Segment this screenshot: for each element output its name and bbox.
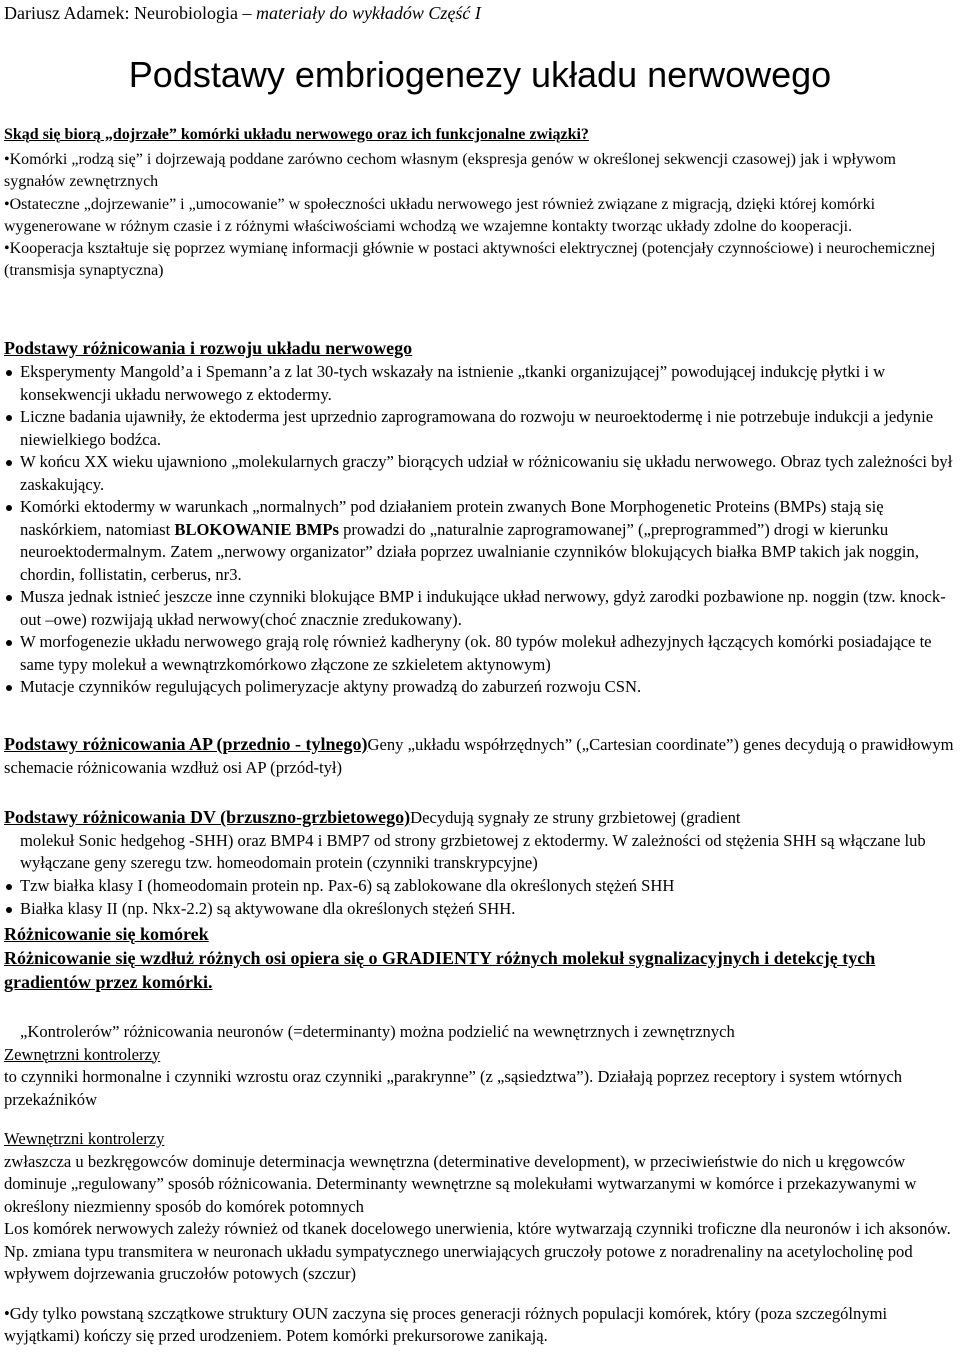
section4-text-rest: molekuł Sonic hedgehog -SHH) oraz BMP4 i BMP7 od strony grzbietowej z ektodermy. W zależności od stężenia SHH są włączane lub wyłączane geny szeregu tzw. homeodomain protein (czynniki transkrypcyjne) bbox=[20, 830, 926, 872]
section1-paragraph: •Komórki „rodzą się” i dojrzewają poddane zarówno cechom własnym (ekspresja genów w określonej sekwencji czasowej) jak i wpływom sygnałów zewnętrznych bbox=[4, 151, 896, 191]
list-item-text: Musza jednak istnieć jeszcze inne czynniki blokujące BMP i indukujące układ nerwowy, gdyż zarodki pozbawione np. noggin (tzw. knock- out –owe) rozwijają układ nerwowy(choć znacznie zredukowany). bbox=[20, 587, 946, 629]
header-italic: materiały do wykładów Część I bbox=[255, 3, 481, 23]
list-item-text: W morfogenezie układu nerwowego grają rolę również kadheryny (ok. 80 typów molekuł adhezyjnych łączących komórki posiadające te same typy molekuł a wewnątrzkomórkowo złączone ze szkieletem aktynowym) bbox=[20, 632, 932, 674]
list-item bbox=[4, 898, 956, 921]
section5 bbox=[4, 922, 956, 994]
list-item bbox=[4, 631, 956, 676]
section2-heading: Podstawy różnicowania i rozwoju układu nerwowego bbox=[4, 338, 413, 358]
section3 bbox=[4, 733, 956, 779]
section5-heading: Różnicowanie się komórek bbox=[4, 924, 209, 944]
bullet-icon bbox=[6, 370, 12, 376]
list-item-text: Białka klasy II (np. Nkx-2.2) są aktywowane dla określonych stężeń SHH. bbox=[20, 898, 516, 918]
header-author: Dariusz Adamek: Neurobiologia – bbox=[4, 3, 256, 23]
list-item bbox=[4, 496, 956, 586]
list-item bbox=[4, 451, 956, 496]
bullet-icon bbox=[6, 685, 12, 691]
list-item bbox=[4, 875, 956, 898]
final-paragraph: •Gdy tylko powstaną szczątkowe struktury OUN zaczyna się proces generacji różnych populacji komórek, który (poza szczególnymi wyjątkami) kończy się przed urodzeniem. Potem komórki prekursorowe zanikają. bbox=[4, 1303, 888, 1345]
page-title: Podstawy embriogenezy układu nerwowego bbox=[128, 54, 832, 95]
section1-paragraph: •Ostateczne „dojrzewanie” i „umocowanie” w społeczności układu nerwowego jest również związane z migracją, dzięki której komórki wygenerowane w różnym czasie i z różnymi właściwościami wchodzą we wzajemne kontakty tworząc układy zdolne do kooperacji. bbox=[4, 195, 876, 235]
section5-subheading: Różnicowanie się wzdłuż różnych osi opiera się o GRADIENTY różnych molekuł sygnalizacyjnych i detekcję tych gradientów przez komórki. bbox=[4, 948, 876, 992]
external-controllers-heading: Zewnętrzni kontrolerzy bbox=[4, 1044, 161, 1064]
internal-controllers-heading: Wewnętrzni kontrolerzy bbox=[4, 1129, 165, 1148]
neuron-fate-text: Los komórek nerwowych zależy również od tkanek docelowego unerwienia, które wytwarzają czynniki troficzne dla neuronów i ich aksonów. Np. zmiana typu transmitera w neuronach układu sympatycznego unerwiających gruczoły potowe z noradrenaliny na acetylocholinę pod wpływem dojrzewania gruczołów potowych (szczur) bbox=[4, 1219, 951, 1283]
bullet-icon bbox=[6, 884, 12, 890]
bullet-icon bbox=[6, 505, 12, 511]
bullet-icon bbox=[6, 907, 12, 913]
bullet-icon bbox=[6, 640, 12, 646]
bullet-icon bbox=[6, 460, 12, 466]
bullet-icon bbox=[6, 595, 12, 601]
internal-controllers-text: zwłaszcza u bezkręgowców dominuje determinacja wewnętrzna (determinative development), w przeciwieństwie do nich u kręgowców dominuje „regulowany” sposób różnicowania. Determinanty wewnętrzne są molekułami wytwarzanymi w komórce i przekazywanymi w określony niezmienny sposób do komórek potomnych bbox=[4, 1151, 917, 1216]
external-controllers-text: to czynniki hormonalne i czynniki wzrostu oraz czynniki „parakrynne” (z „sąsiedztwa”). Działają poprzez receptory i system wtórnych przekaźników bbox=[4, 1067, 902, 1109]
section2-list bbox=[4, 361, 956, 699]
section3-text: Geny „układu współrzędnych” („Cartesian coordinate”) genes decydują o prawidłowym schemacie różnicowania wzdłuż osi AP (przód-tył) bbox=[4, 735, 954, 777]
section4-list bbox=[4, 875, 956, 920]
section1-heading: Skąd się biorą „dojrzałe” komórki układu nerwowego oraz ich funkcjonalne związki? bbox=[4, 126, 589, 143]
list-item bbox=[4, 406, 956, 451]
page-header bbox=[4, 2, 481, 24]
section1-paragraph: •Kooperacja kształtuje się poprzez wymianę informacji głównie w postaci aktywności elektrycznej (potencjały czynnościowe) i neurochemicznej (transmisja synaptyczna) bbox=[4, 240, 936, 280]
list-item-text: Eksperymenty Mangold’a i Spemann’a z lat 30-tych wskazały na istnienie „tkanki organizującej” powodującej indukcję płytki i w konsekwencji układu nerwowego z ektodermy. bbox=[20, 362, 886, 404]
section4-text: Decydują sygnały ze struny grzbietowej (gradient bbox=[410, 808, 741, 827]
list-item-text: Komórki ektodermy w warunkach „normalnych” pod działaniem protein zwanych Bone Morphogenetic Proteins (BMPs) stają się naskórkiem, natomiast bbox=[20, 497, 884, 539]
bullet-icon bbox=[6, 415, 12, 421]
list-item-text: Mutacje czynników regulujących polimeryzacje aktyny prowadzą do zaburzeń rozwoju CSN. bbox=[20, 677, 642, 696]
section4-heading: Podstawy różnicowania DV (brzuszno-grzbietowego) bbox=[4, 807, 411, 827]
section3-heading: Podstawy różnicowania AP (przednio - tylnego) bbox=[4, 734, 368, 754]
list-item bbox=[4, 676, 956, 699]
list-item-text: Liczne badania ujawniły, że ektoderma jest uprzednio zaprogramowana do rozwoju w neuroektodermę i nie potrzebuje indukcji a jedynie niewielkiego bodźca. bbox=[20, 407, 934, 449]
list-item-text: Tzw białka klasy I (homeodomain protein np. Pax-6) są zablokowane dla określonych stężeń SHH bbox=[20, 876, 675, 895]
section1-body bbox=[4, 149, 952, 283]
section6 bbox=[4, 1021, 956, 1348]
section4 bbox=[4, 806, 956, 875]
bmp-bold-text: BLOKOWANIE BMPs bbox=[174, 519, 339, 539]
list-item-text: prowadzi do „naturalnie zaprogramowanej” („preprogrammed”) drogi w kierunku neuroektodermalnym. Zatem „nerwowy organizator” działa poprzez uwalnianie czynników blokujących białka BMP takich jak noggin, chordin, follistatin, cerberus, nr3. bbox=[20, 519, 919, 584]
list-item-text: W końcu XX wieku ujawniono „molekularnych graczy” biorących udział w różnicowaniu się układu nerwowego. Obraz tych zależności był zaskakujący. bbox=[20, 452, 953, 494]
list-item bbox=[4, 361, 956, 406]
list-item bbox=[4, 586, 956, 631]
controllers-intro: „Kontrolerów” różnicowania neuronów (=determinanty) można podzielić na wewnętrznych i zewnętrznych bbox=[20, 1022, 735, 1041]
